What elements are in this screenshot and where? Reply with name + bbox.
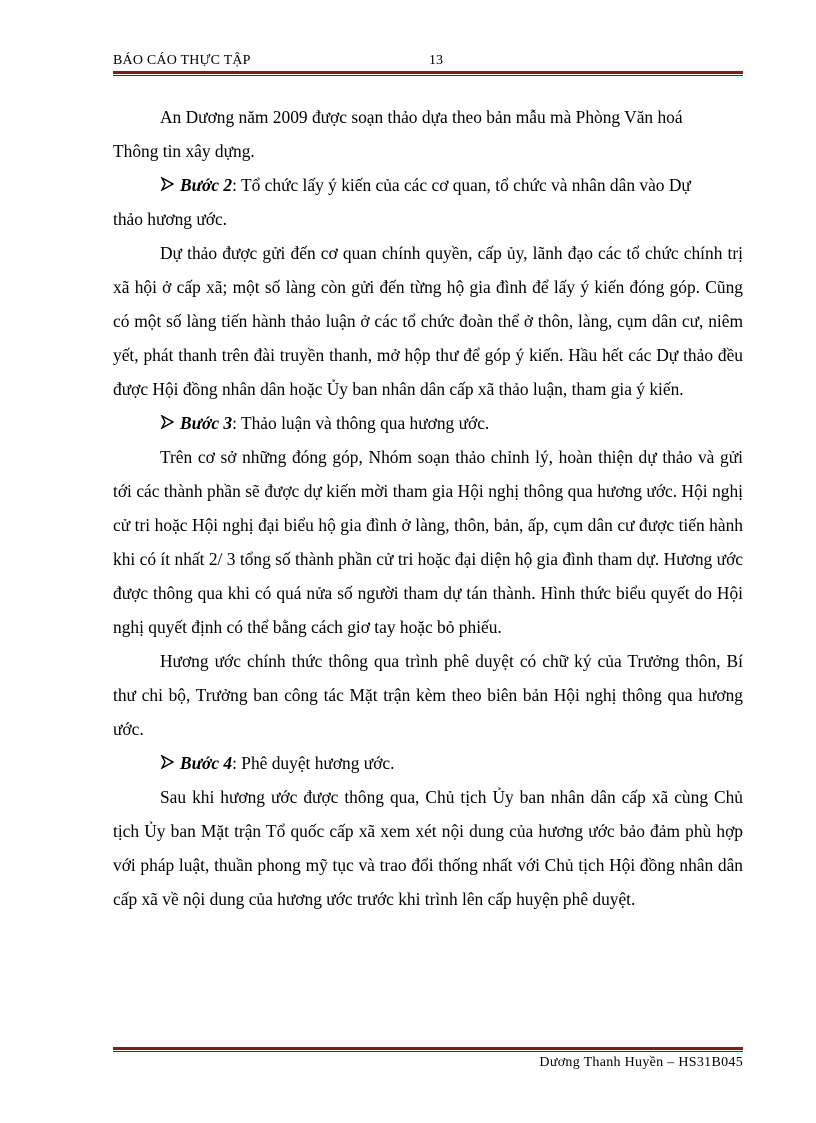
step-2-label: Bước 2 xyxy=(180,175,233,195)
arrow-bullet-icon xyxy=(160,168,180,202)
step-2-continuation: thảo hương ước. xyxy=(113,209,228,229)
header-title: BÁO CÁO THỰC TẬP xyxy=(113,53,251,68)
paragraph-2: Dự thảo được gửi đến cơ quan chính quyền, cấp ủy, lãnh đạo các tổ chức chính trị xã hội ở cấp xã; một số làng còn gửi đến từng hộ gia đình để lấy ý kiến đóng góp. Cũng có một số làng tiến hành thảo luận ở các tổ chức đoàn thể ở thôn, làng, cụm dân cư, niêm yết, phát thanh trên đài truyền thanh, mở hộp thư để góp ý kiến. Hầu hết các Dự thảo đều được Hội đồng nhân dân hoặc Ủy ban nhân dân cấp xã thảo luận, tham gia ý kiến. xyxy=(113,243,743,399)
page-footer xyxy=(113,1050,743,1070)
step-4-label: Bước 4 xyxy=(180,753,233,773)
page-header xyxy=(113,53,743,71)
arrow-bullet-icon xyxy=(160,746,180,780)
step-3-label: Bước 3 xyxy=(180,413,233,433)
step-2-text: : Tổ chức lấy ý kiến của các cơ quan, tổ chức và nhân dân vào Dự xyxy=(232,175,691,195)
step-4-text: : Phê duyệt hương ước. xyxy=(232,753,395,773)
paragraph-3: Trên cơ sở những đóng góp, Nhóm soạn thảo chỉnh lý, hoàn thiện dự thảo và gửi tới các thành phần sẽ được dự kiến mời tham gia Hội nghị thông qua hương ước. Hội nghị cử tri hoặc Hội nghị đại biểu hộ gia đình ở làng, thôn, bản, ấp, cụm dân cư được tiến hành khi có ít nhất 2/ 3 tổng số thành phần cử tri hoặc đại diện hộ gia đình tham dự. Hương ước được thông qua khi có quá nửa số người tham dự tán thành. Hình thức biểu quyết do Hội nghị quyết định có thể bằng cách giơ tay hoặc bỏ phiếu. xyxy=(113,447,743,637)
header-rule xyxy=(113,71,743,76)
footer-author: Dương Thanh Huyền – HS31B045 xyxy=(539,1055,743,1070)
page-number: 13 xyxy=(429,53,443,68)
step-3 xyxy=(113,406,743,440)
step-4 xyxy=(113,746,743,780)
arrow-bullet-icon xyxy=(160,406,180,440)
paragraph-4: Hương ước chính thức thông qua trình phê duyệt có chữ ký của Trưởng thôn, Bí thư chi bộ, Trưởng ban công tác Mặt trận kèm theo biên bản Hội nghị thông qua hương ước. xyxy=(113,651,743,739)
step-3-text: : Thảo luận và thông qua hương ước. xyxy=(232,413,490,433)
body-text xyxy=(113,100,743,916)
step-2 xyxy=(113,168,743,202)
paragraph-1-line-2: Thông tin xây dựng. xyxy=(113,141,255,161)
paragraph-1-line-1: An Dương năm 2009 được soạn thảo dựa theo bản mẫu mà Phòng Văn hoá xyxy=(160,107,683,127)
paragraph-5: Sau khi hương ước được thông qua, Chủ tịch Ủy ban nhân dân cấp xã cùng Chủ tịch Ủy ban Mặt trận Tổ quốc cấp xã xem xét nội dung của hương ước bảo đảm phù hợp với pháp luật, thuần phong mỹ tục và trao đổi thống nhất với Chủ tịch Hội đồng nhân dân cấp xã về nội dung của hương ước trước khi trình lên cấp huyện phê duyệt. xyxy=(113,787,743,909)
